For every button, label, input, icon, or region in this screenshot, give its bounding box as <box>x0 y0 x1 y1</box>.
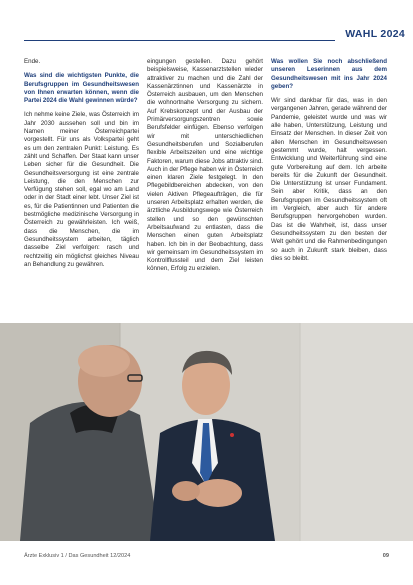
section-tag: WAHL 2024 <box>335 27 413 41</box>
text-column-1 <box>24 58 139 275</box>
body-paragraph: Wir sind dankbar für das, was in den vergangenen Jahren, gerade während der Pandemie, geleistet wurde und was wir alle haben, Unterstützung, Leistung und Einsatz der Menschen. In dieser Zeit von allen Menschen im Gesundheitswesen gestemmt wurde, halt vergessen. Entwicklung und Weiterführung sind eine gute Vorbereitung auf dem. Ich arbeite bereits für die Zukunft der Gesundheit. Die Unterstützung ist unser Fundament. Sein aber Kritik, dass an den Berufsgruppen im Gesundheitssystem oft im Vergleich, aber auch für andere Berufsgruppen hervorgehoben wurden. Das ist die Wahrheit, ist, dass unser Gesundheitssystem zu den besten der Welt gehört und die Rahmenbedingungen so auch in Zukunft stark bleiben, dass dies so bleibt. <box>271 97 387 262</box>
text-column-2 <box>147 58 263 280</box>
body-paragraph: eingungen gestellen. Dazu gehört beispielsweise, Kassenarztstellen wieder attraktiver zu machen und die Zahl der Kassenärztinnen und Kassenärzte in Österreich ausbauen, um den Menschen die wohnortnahe Versorgung zu sichern. Auf Krebskonzept und der Ausbau der Primärversorgungszentren sowie Berufsfelder einfügen. Ebenso verfolgen wir mit unterschiedlichen Gesundheitsberufen und Sozialberufen flexible Arbeitszeiten und eine wichtige Faktoren, warum diese Jobs attraktiv sind. Auch in der Pflege haben wir in Österreich einen klaren Ziele festgelegt. In den Pflegebildbereichen abdecken, von den vielen Aktiven Pflegeaufträgen, die für unseren Arbeitsplatz erhalten werden, die ärztliche Ausbildungswege wie Österreich stellen und so den gewünschten Arbeitsaufwand zu entlasten, dass die Menschen einen guten Arbeitsplatz haben. Ich bin in der Beobachtung, dass wir gemeinsam im Gesundheitssystem im Kontrollflussteil und dem Ziel leisten können, Erfolg zu erzielen. <box>147 58 263 273</box>
question-heading: Was sind die wichtigsten Punkte, die Berufsgruppen im Gesundheitswesen von Ihnen erwarten können, wenn die Partei 2024 die Wahl gewinnen würde? <box>24 72 139 105</box>
body-paragraph: Ende. <box>24 58 41 65</box>
text-column-3 <box>271 58 387 269</box>
question-heading: Was wollen Sie noch abschließend unseren Leserinnen aus dem Gesundheitswesen mit ins Jahr 2024 geben? <box>271 58 387 90</box>
page-number: 09 <box>382 553 389 559</box>
body-paragraph: Ich nehme keine Ziele, was Österreich im Jahr 2030 aussehen soll und bin im Namen meiner Österreichpartei vorgestellt. Für uns als Volkspartei geht es um den zentralen Punkt: Leistung. Es zählt und Schaffen. Der Staat kann unser Leben sicher für die Gesundheit. Die Gesundheitsversorgung ist eine zentrale Leistung, die den Menschen zur Verfügung stehen soll, egal wo am Land oder in der Stadt einer lebt. Unser Ziel ist es, für die Patientinnen und Patienten die bestmögliche medizinische Versorgung in Österreich zu gewährleisten. Ich weiß, dass die Menschen, die im Gesundheitssystem arbeiten, täglich dasselbe Ziel verfolgen: rasch und rechtzeitig ein möglichst gleiches Niveau an Behandlung zu gewähren. <box>24 111 139 268</box>
interview-photo <box>0 323 413 541</box>
footer-publication: Ärzte Exklusiv 1 / Das Gesundheit 12/2024 <box>24 553 131 559</box>
